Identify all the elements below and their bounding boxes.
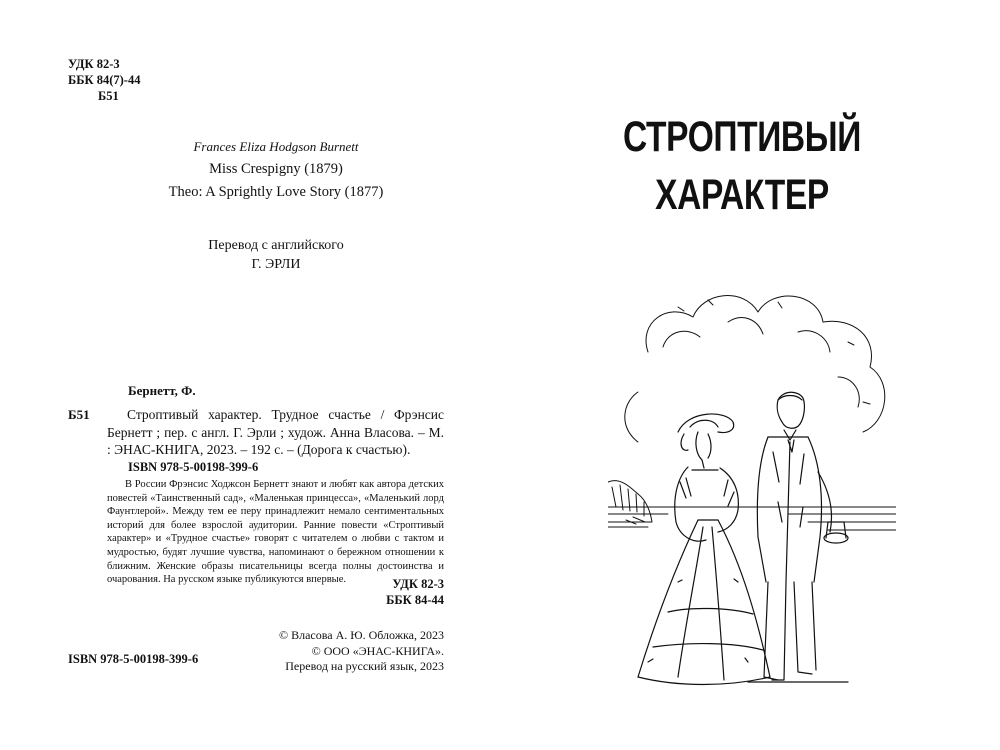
copyright-line: Перевод на русский язык, 2023 — [285, 659, 444, 673]
clouds-drawing — [625, 296, 885, 442]
original-author: Frances Eliza Hodgson Burnett — [193, 139, 359, 154]
copyright-line: © ООО «ЭНАС-КНИГА». — [311, 643, 444, 658]
catalog-author: Бернетт, Ф. — [128, 383, 196, 398]
udk-block — [68, 56, 140, 104]
catalog-bbk: ББК 84-44 — [386, 593, 444, 607]
original-title-block — [120, 135, 432, 204]
author-mark: Б51 — [98, 89, 119, 103]
catalog-isbn: ISBN 978-5-00198-399-6 — [128, 460, 259, 474]
translation-label: Перевод с английского — [208, 238, 344, 253]
catalog-udk: УДК 82-3 — [392, 577, 444, 591]
man-figure — [748, 392, 848, 682]
copyright-line: © Власова А. Ю. Обложка, 2023 — [278, 628, 444, 642]
catalog-code: Б51 — [68, 407, 90, 422]
original-title: Theo: A Sprightly Love Story (1877) — [168, 184, 384, 200]
book-title — [594, 108, 890, 224]
woman-figure — [638, 414, 770, 685]
book-title-line: СТРОПТИВЫЙ — [623, 113, 861, 161]
cliff-drawing — [608, 481, 652, 524]
isbn-bottom: ISBN 978-5-00198-399-6 — [68, 652, 199, 666]
copyright-block — [230, 628, 444, 675]
catalog-annotation: В России Фрэнсис Ходжсон Бернетт знают и любят как автора детских повестей «Таинственный сад», «Маленькая принцесса», «Маленький лорд Фаунтлерой». Между тем ее перу принадлежит немало сентиментальных историй для более взрослой аудитории. Ранние повести «Строптивый характер» и «Трудное счастье» говорят с читателем о любви с тактом и мудростью, будят лучшие чувства, напоминают о бережном отношении к ближним. Женские образы писательницы всегда полны достоинства и очарования. На русском языке публикуются впервые. — [107, 479, 444, 586]
translator-name: Г. ЭРЛИ — [251, 257, 301, 272]
book-title-line: ХАРАКТЕР — [655, 171, 829, 219]
udk-line: УДК 82-3 — [68, 57, 120, 71]
catalog-entry: Строптивый характер. Трудное счастье / Фрэнсис Бернетт ; пер. с англ. Г. Эрли ; худож. Анна Власова. – М. : ЭНАС-КНИГА, 2023. – 192 с. – (Дорога к счастью). — [107, 407, 444, 457]
bbk-line: ББК 84(7)-44 — [68, 73, 141, 87]
original-title: Miss Crespigny (1879) — [209, 161, 343, 177]
translation-block — [120, 236, 432, 274]
catalog-codes — [310, 576, 444, 608]
couple-illustration — [608, 282, 896, 692]
